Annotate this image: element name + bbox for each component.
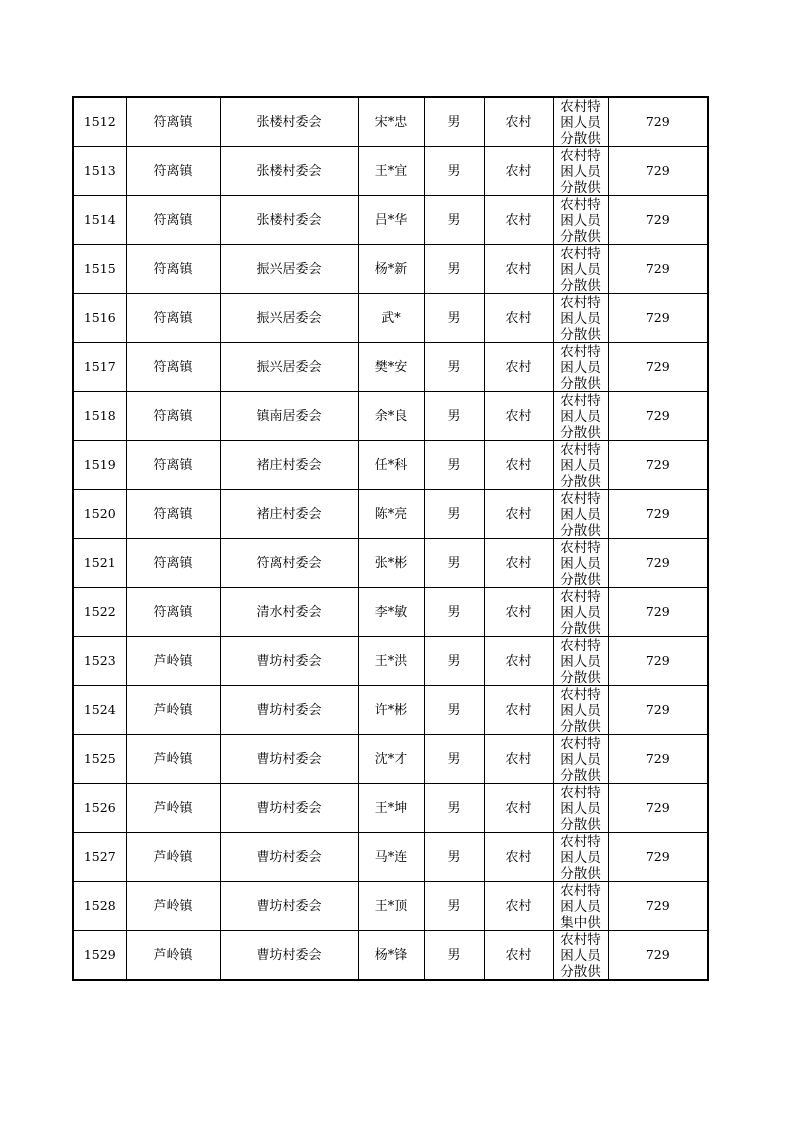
category-cell (553, 784, 608, 833)
category-text: 农村特困人员分散供 (560, 686, 601, 734)
town-cell: 符离镇 (126, 539, 220, 588)
town-cell: 芦岭镇 (126, 931, 220, 981)
category-text: 农村特困人员分散供 (560, 735, 601, 783)
amount-cell: 729 (608, 343, 708, 392)
town-cell: 符离镇 (126, 441, 220, 490)
row-number: 1529 (73, 931, 126, 981)
table-row (73, 686, 708, 735)
gender-cell: 男 (424, 833, 484, 882)
person-name-cell: 杨*锋 (358, 931, 424, 981)
row-number: 1527 (73, 833, 126, 882)
category-cell (553, 637, 608, 686)
row-number: 1525 (73, 735, 126, 784)
category-cell (553, 539, 608, 588)
person-name-cell: 武* (358, 294, 424, 343)
row-number: 1526 (73, 784, 126, 833)
gender-cell: 男 (424, 735, 484, 784)
category-cell (553, 735, 608, 784)
town-cell: 符离镇 (126, 343, 220, 392)
gender-cell: 男 (424, 882, 484, 931)
committee-cell: 曹坊村委会 (220, 833, 358, 882)
town-cell: 芦岭镇 (126, 784, 220, 833)
category-cell (553, 490, 608, 539)
category-text: 农村特困人员分散供 (560, 490, 601, 538)
person-name-cell: 樊*安 (358, 343, 424, 392)
amount-cell: 729 (608, 245, 708, 294)
category-cell (553, 931, 608, 981)
area-type-cell: 农村 (484, 343, 553, 392)
committee-cell: 振兴居委会 (220, 294, 358, 343)
area-type-cell: 农村 (484, 784, 553, 833)
row-number: 1524 (73, 686, 126, 735)
town-cell: 符离镇 (126, 147, 220, 196)
area-type-cell: 农村 (484, 196, 553, 245)
committee-cell: 张楼村委会 (220, 97, 358, 147)
table-row (73, 931, 708, 981)
area-type-cell: 农村 (484, 97, 553, 147)
area-type-cell: 农村 (484, 588, 553, 637)
area-type-cell: 农村 (484, 735, 553, 784)
category-cell (553, 97, 608, 147)
person-name-cell: 任*科 (358, 441, 424, 490)
area-type-cell: 农村 (484, 882, 553, 931)
gender-cell: 男 (424, 196, 484, 245)
table-row (73, 245, 708, 294)
category-text: 农村特困人员分散供 (560, 147, 601, 195)
person-name-cell: 陈*亮 (358, 490, 424, 539)
town-cell: 符离镇 (126, 245, 220, 294)
person-name-cell: 王*坤 (358, 784, 424, 833)
town-cell: 芦岭镇 (126, 735, 220, 784)
gender-cell: 男 (424, 784, 484, 833)
amount-cell: 729 (608, 637, 708, 686)
gender-cell: 男 (424, 686, 484, 735)
area-type-cell: 农村 (484, 931, 553, 981)
committee-cell: 褚庄村委会 (220, 441, 358, 490)
amount-cell: 729 (608, 490, 708, 539)
town-cell: 芦岭镇 (126, 637, 220, 686)
table-row (73, 539, 708, 588)
row-number: 1516 (73, 294, 126, 343)
amount-cell: 729 (608, 392, 708, 441)
amount-cell: 729 (608, 686, 708, 735)
amount-cell: 729 (608, 97, 708, 147)
table-row (73, 637, 708, 686)
row-number: 1517 (73, 343, 126, 392)
amount-cell: 729 (608, 294, 708, 343)
row-number: 1520 (73, 490, 126, 539)
amount-cell: 729 (608, 441, 708, 490)
committee-cell: 张楼村委会 (220, 196, 358, 245)
table-row (73, 196, 708, 245)
person-name-cell: 王*顶 (358, 882, 424, 931)
row-number: 1521 (73, 539, 126, 588)
category-text: 农村特困人员分散供 (560, 539, 601, 587)
gender-cell: 男 (424, 490, 484, 539)
category-cell (553, 441, 608, 490)
table-row (73, 882, 708, 931)
row-number: 1512 (73, 97, 126, 147)
gender-cell: 男 (424, 343, 484, 392)
category-text: 农村特困人员分散供 (560, 833, 601, 881)
category-text: 农村特困人员分散供 (560, 343, 601, 391)
town-cell: 符离镇 (126, 490, 220, 539)
gender-cell: 男 (424, 637, 484, 686)
amount-cell: 729 (608, 735, 708, 784)
gender-cell: 男 (424, 931, 484, 981)
area-type-cell: 农村 (484, 833, 553, 882)
person-name-cell: 许*彬 (358, 686, 424, 735)
row-number: 1513 (73, 147, 126, 196)
amount-cell: 729 (608, 196, 708, 245)
amount-cell: 729 (608, 784, 708, 833)
table-row (73, 441, 708, 490)
gender-cell: 男 (424, 147, 484, 196)
town-cell: 芦岭镇 (126, 833, 220, 882)
category-text: 农村特困人员分散供 (560, 196, 601, 244)
table-row (73, 294, 708, 343)
category-text: 农村特困人员集中供 (560, 882, 601, 930)
category-cell (553, 686, 608, 735)
town-cell: 符离镇 (126, 588, 220, 637)
area-type-cell: 农村 (484, 490, 553, 539)
committee-cell: 曹坊村委会 (220, 735, 358, 784)
table-row (73, 147, 708, 196)
person-name-cell: 王*洪 (358, 637, 424, 686)
category-cell (553, 588, 608, 637)
table-row (73, 833, 708, 882)
area-type-cell: 农村 (484, 686, 553, 735)
area-type-cell: 农村 (484, 441, 553, 490)
category-cell (553, 294, 608, 343)
category-text: 农村特困人员分散供 (560, 441, 601, 489)
area-type-cell: 农村 (484, 392, 553, 441)
category-text: 农村特困人员分散供 (560, 294, 601, 342)
category-cell (553, 245, 608, 294)
category-text: 农村特困人员分散供 (560, 245, 601, 293)
gender-cell: 男 (424, 245, 484, 294)
category-cell (553, 196, 608, 245)
town-cell: 符离镇 (126, 97, 220, 147)
amount-cell: 729 (608, 931, 708, 981)
committee-cell: 曹坊村委会 (220, 931, 358, 981)
committee-cell: 曹坊村委会 (220, 637, 358, 686)
area-type-cell: 农村 (484, 539, 553, 588)
table-row (73, 588, 708, 637)
category-cell (553, 833, 608, 882)
gender-cell: 男 (424, 294, 484, 343)
town-cell: 芦岭镇 (126, 686, 220, 735)
committee-cell: 褚庄村委会 (220, 490, 358, 539)
row-number: 1523 (73, 637, 126, 686)
category-text: 农村特困人员分散供 (560, 588, 601, 636)
table-row (73, 343, 708, 392)
area-type-cell: 农村 (484, 147, 553, 196)
person-name-cell: 李*敏 (358, 588, 424, 637)
person-name-cell: 余*良 (358, 392, 424, 441)
committee-cell: 曹坊村委会 (220, 686, 358, 735)
table-row (73, 97, 708, 147)
table-row (73, 735, 708, 784)
table-row (73, 490, 708, 539)
gender-cell: 男 (424, 539, 484, 588)
person-name-cell: 杨*新 (358, 245, 424, 294)
table-row (73, 392, 708, 441)
area-type-cell: 农村 (484, 637, 553, 686)
person-name-cell: 吕*华 (358, 196, 424, 245)
row-number: 1522 (73, 588, 126, 637)
amount-cell: 729 (608, 147, 708, 196)
category-cell (553, 392, 608, 441)
gender-cell: 男 (424, 392, 484, 441)
table-row (73, 784, 708, 833)
person-name-cell: 沈*才 (358, 735, 424, 784)
committee-cell: 清水村委会 (220, 588, 358, 637)
category-cell (553, 882, 608, 931)
row-number: 1518 (73, 392, 126, 441)
roster-body (73, 97, 708, 980)
person-name-cell: 马*连 (358, 833, 424, 882)
committee-cell: 符离村委会 (220, 539, 358, 588)
town-cell: 芦岭镇 (126, 882, 220, 931)
gender-cell: 男 (424, 441, 484, 490)
category-text: 农村特困人员分散供 (560, 931, 601, 979)
category-text: 农村特困人员分散供 (560, 637, 601, 685)
category-text: 农村特困人员分散供 (560, 784, 601, 832)
town-cell: 符离镇 (126, 392, 220, 441)
committee-cell: 振兴居委会 (220, 343, 358, 392)
person-name-cell: 宋*忠 (358, 97, 424, 147)
gender-cell: 男 (424, 97, 484, 147)
person-name-cell: 王*宜 (358, 147, 424, 196)
amount-cell: 729 (608, 588, 708, 637)
committee-cell: 张楼村委会 (220, 147, 358, 196)
gender-cell: 男 (424, 588, 484, 637)
category-text: 农村特困人员分散供 (560, 392, 601, 440)
category-text: 农村特困人员分散供 (560, 98, 601, 146)
amount-cell: 729 (608, 833, 708, 882)
committee-cell: 镇南居委会 (220, 392, 358, 441)
category-cell (553, 147, 608, 196)
area-type-cell: 农村 (484, 294, 553, 343)
category-cell (553, 343, 608, 392)
area-type-cell: 农村 (484, 245, 553, 294)
person-name-cell: 张*彬 (358, 539, 424, 588)
row-number: 1514 (73, 196, 126, 245)
row-number: 1519 (73, 441, 126, 490)
committee-cell: 曹坊村委会 (220, 882, 358, 931)
town-cell: 符离镇 (126, 196, 220, 245)
town-cell: 符离镇 (126, 294, 220, 343)
row-number: 1515 (73, 245, 126, 294)
amount-cell: 729 (608, 882, 708, 931)
committee-cell: 曹坊村委会 (220, 784, 358, 833)
amount-cell: 729 (608, 539, 708, 588)
committee-cell: 振兴居委会 (220, 245, 358, 294)
row-number: 1528 (73, 882, 126, 931)
roster-table (72, 96, 709, 981)
